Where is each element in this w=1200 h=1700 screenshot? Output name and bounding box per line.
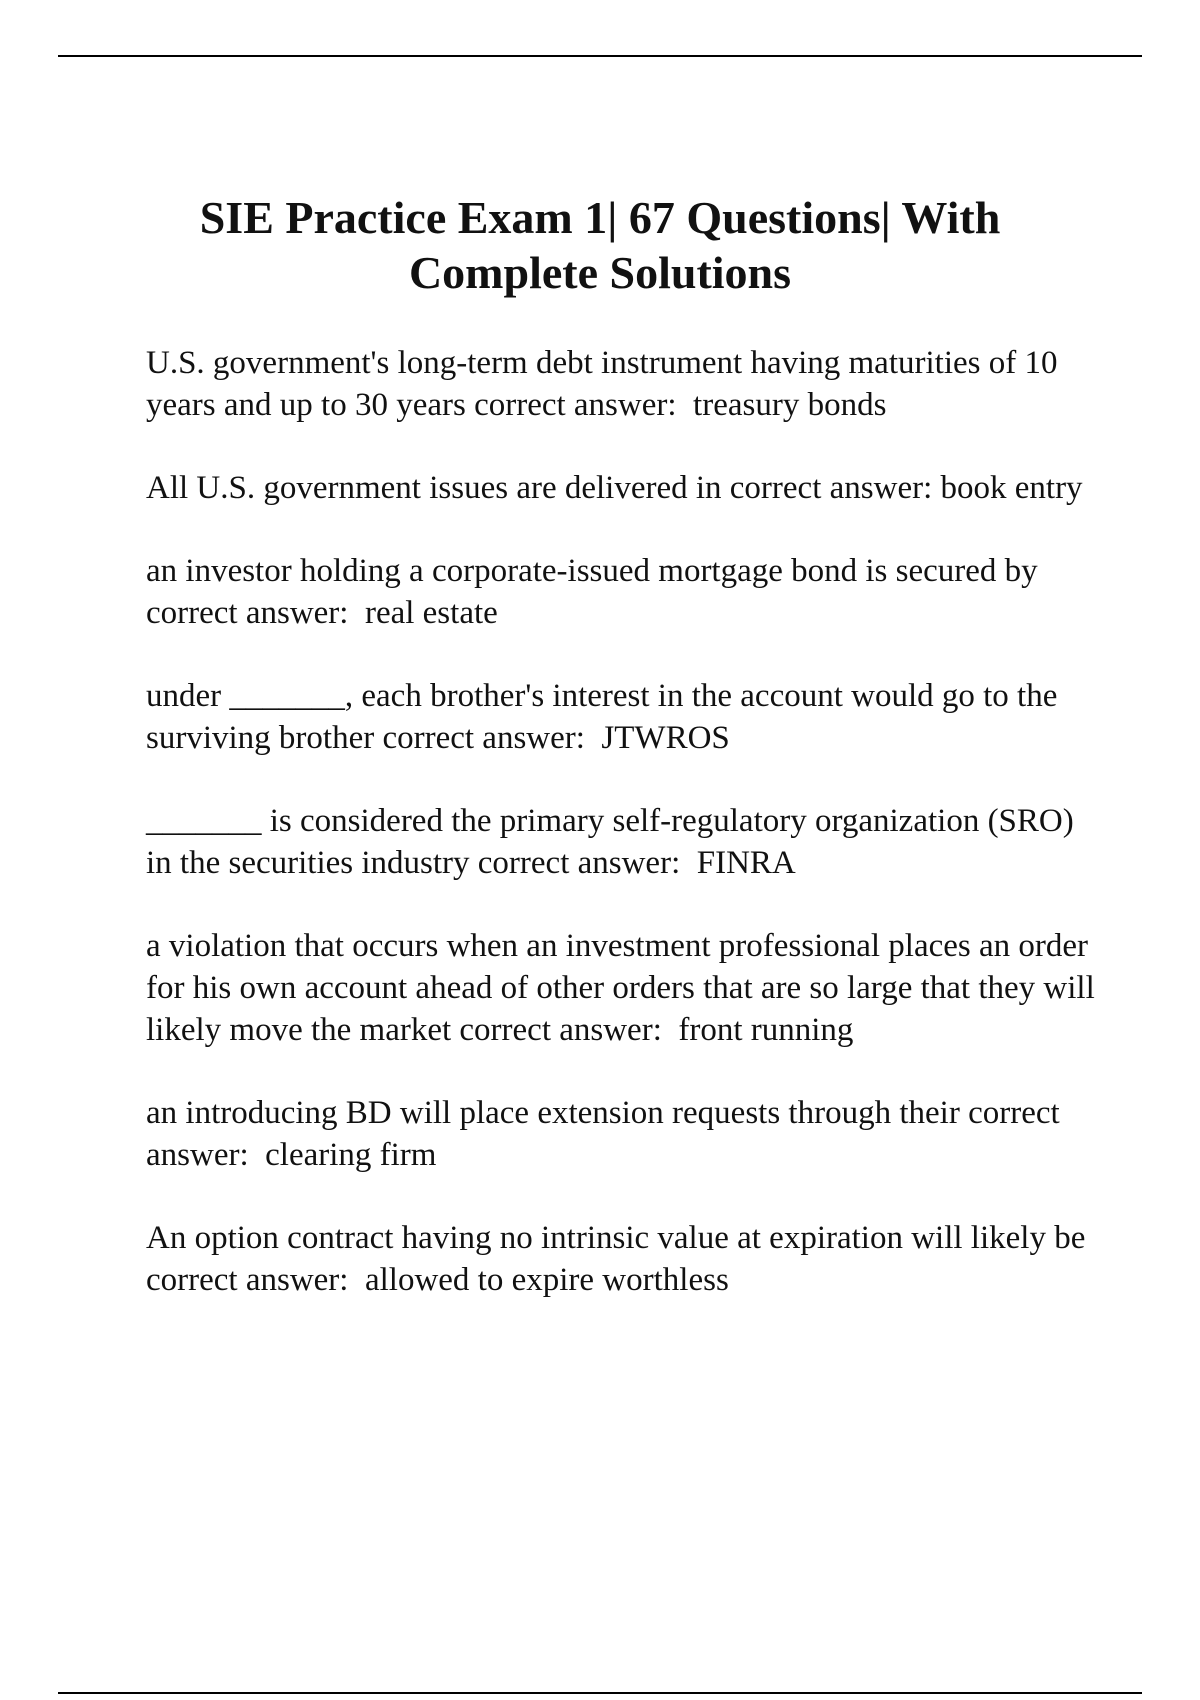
question-list <box>146 342 1103 1342</box>
question-item-1: U.S. government's long-term debt instrument having maturities of 10 years and up to 30 years correct answer: treasury bonds <box>146 345 1066 423</box>
question-item-2: All U.S. government issues are delivered in correct answer: book entry <box>146 470 1083 506</box>
question-item-4: under _______, each brother's interest in the account would go to the surviving brother correct answer: JTWROS <box>146 678 1066 756</box>
question-item-7: an introducing BD will place extension requests through their correct answer: clearing firm <box>146 1095 1068 1173</box>
header-rule <box>58 55 1142 57</box>
question-item-5: _______ is considered the primary self-regulatory organization (SRO) in the securities industry correct answer: FINRA <box>146 803 1082 881</box>
question-item-8: An option contract having no intrinsic value at expiration will likely be correct answer: allowed to expire worthless <box>146 1220 1094 1298</box>
question-item-3: an investor holding a corporate-issued mortgage bond is secured by correct answer: real estate <box>146 553 1046 631</box>
question-item-6: a violation that occurs when an investment professional places an order for his own account ahead of other orders that are so large that they will likely move the market correct answer: front running <box>146 928 1103 1048</box>
page-title: SIE Practice Exam 1| 67 Questions| With Complete Solutions <box>199 192 1001 298</box>
footer-rule <box>58 1692 1142 1694</box>
